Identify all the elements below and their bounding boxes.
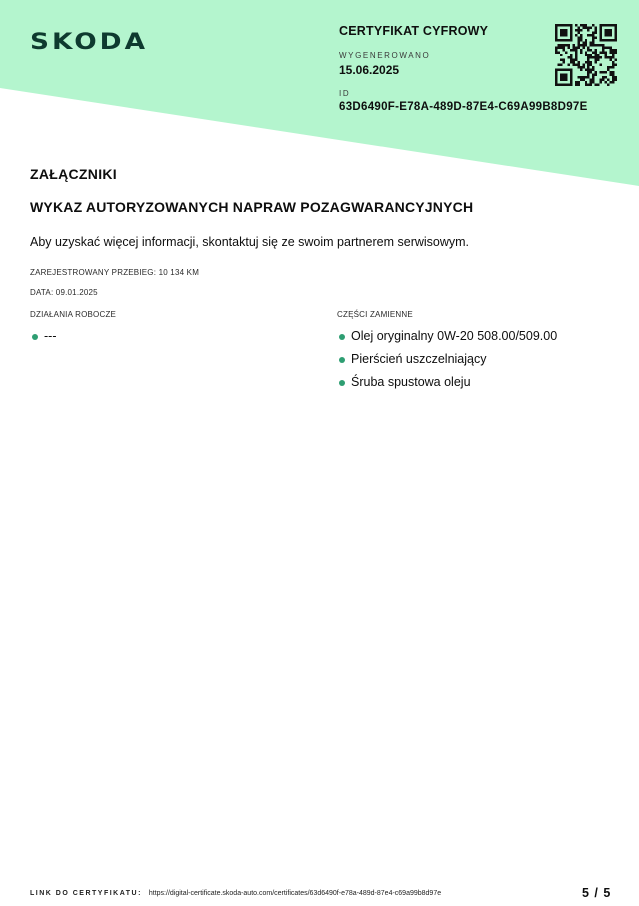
list-item: [337, 329, 557, 352]
part-item: Olej oryginalny 0W-20 508.00/509.00: [351, 329, 558, 343]
section-title: ZAŁĄCZNIKI: [30, 166, 117, 182]
part-item: Pierścień uszczelniający: [351, 352, 487, 366]
labor-list: [30, 329, 57, 352]
parts-list: [337, 329, 557, 398]
qr-code[interactable]: [555, 24, 617, 86]
generated-label: WYGENEROWANO: [339, 51, 431, 60]
svg-text:SKODA: SKODA: [30, 30, 148, 55]
labor-label: DZIAŁANIA ROBOCZE: [30, 310, 117, 319]
generated-date: 15.06.2025: [339, 63, 400, 77]
parts-label: CZĘŚCI ZAMIENNE: [337, 310, 413, 319]
part-item: Śruba spustowa oleju: [351, 375, 471, 389]
labor-item: ---: [44, 329, 57, 343]
footer: [30, 890, 441, 897]
info-text: Aby uzyskać więcej informacji, skontaktuj się ze swoim partnerem serwisowym.: [30, 235, 470, 249]
bullet-icon: [32, 334, 38, 340]
mileage: ZAREJESTROWANY PRZEBIEG: 10 134 KM: [30, 268, 200, 277]
list-item: [30, 329, 57, 352]
certificate-id: 63D6490F-E78A-489D-87E4-C69A99B8D97E: [339, 101, 588, 113]
page-number: 5 / 5: [582, 886, 612, 900]
certificate-link[interactable]: https://digital-certificate.skoda-auto.com/certificates/63d6490f-e78a-489d-87e4-c69a99b8d97e: [148, 890, 442, 897]
bullet-icon: [339, 380, 345, 386]
certificate-title: CERTYFIKAT CYFROWY: [339, 24, 489, 38]
bullet-icon: [339, 357, 345, 363]
list-item: [337, 375, 557, 398]
subtitle: WYKAZ AUTORYZOWANYCH NAPRAW POZAGWARANCYJNYCH: [30, 199, 474, 215]
service-date: DATA: 09.01.2025: [30, 288, 98, 297]
skoda-logo: [30, 26, 150, 56]
bullet-icon: [339, 334, 345, 340]
list-item: [337, 352, 557, 375]
id-label: ID: [339, 89, 351, 98]
certificate-link-label: LINK DO CERTYFIKATU:: [30, 890, 142, 897]
